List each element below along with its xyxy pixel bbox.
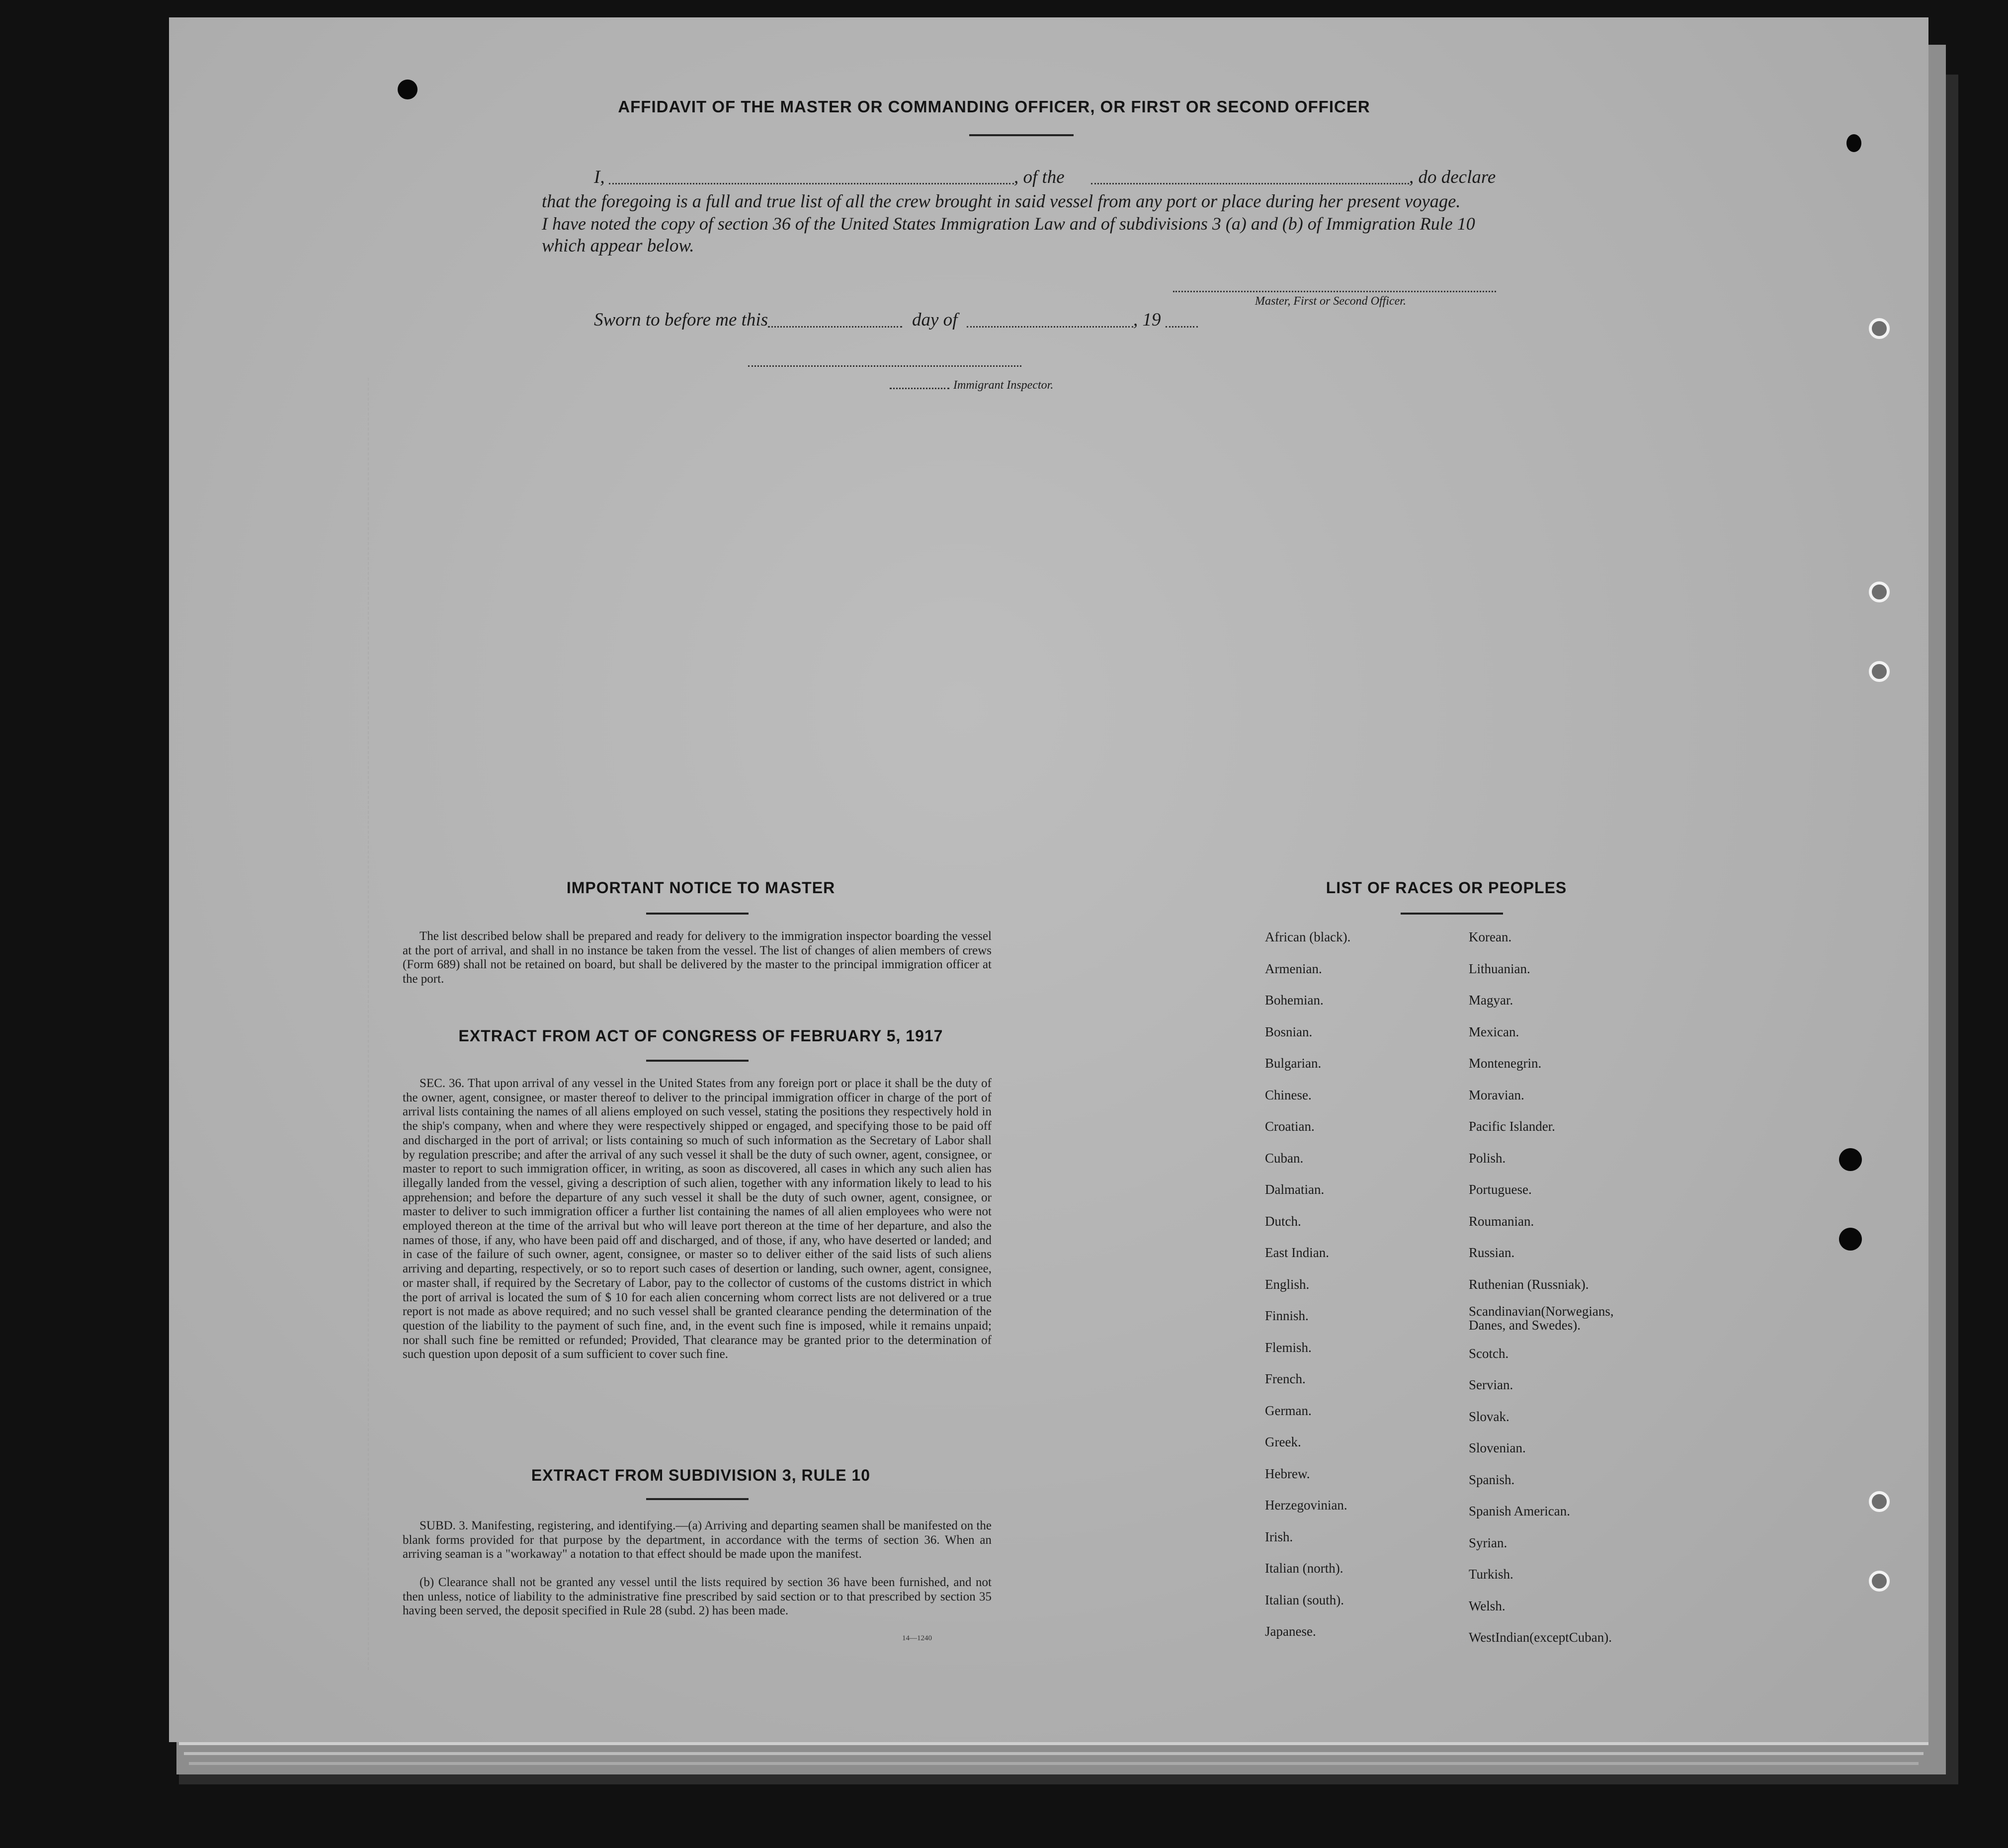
race-item: Slovenian. — [1469, 1440, 1526, 1455]
master-caption: Master, First or Second Officer. — [1255, 295, 1406, 308]
race-item: Flemish. — [1265, 1340, 1312, 1355]
race-item: Lithuanian. — [1469, 961, 1530, 976]
race-item: WestIndian(exceptCuban). — [1469, 1630, 1612, 1645]
race-item: Spanish American. — [1469, 1504, 1570, 1518]
race-item: Herzegovinian. — [1265, 1498, 1347, 1512]
race-item: Magyar. — [1469, 993, 1513, 1008]
race-item: Roumanian. — [1469, 1213, 1534, 1229]
race-item: Dutch. — [1265, 1213, 1301, 1229]
inspector-signature-line-2[interactable] — [890, 388, 949, 389]
master-signature-line[interactable] — [1173, 291, 1496, 292]
day-of-label: day of — [912, 310, 958, 330]
race-item: Portuguese. — [1469, 1182, 1532, 1197]
race-item: East Indian. — [1265, 1245, 1329, 1260]
affidavit-line-3: I have noted the copy of section 36 of the United States Immigration Law and of subdivisions 3 (a) and (b) of Immigration Rule 10 — [542, 214, 1475, 234]
race-item: Russian. — [1469, 1245, 1515, 1260]
race-item: Moravian. — [1469, 1087, 1524, 1102]
form-number: 14—1240 — [902, 1634, 932, 1642]
race-item: Bulgarian. — [1265, 1056, 1322, 1071]
notice-rule — [646, 913, 749, 915]
paper-edge — [189, 1762, 1919, 1765]
race-item: Servian. — [1469, 1377, 1513, 1392]
race-item: Turkish. — [1469, 1567, 1513, 1582]
race-item: French. — [1265, 1371, 1306, 1386]
rule-para-a: SUBD. 3. Manifesting, registering, and identifying.—(a) Arriving and departing seamen shall be manifested on the blank forms provided for that purpose by the department, in accordance with the terms of section 36. When an arriving seaman is a "workaway" a notation to that effect should be made upon the manifest. — [403, 1519, 992, 1561]
race-item: German. — [1265, 1403, 1312, 1418]
punch-hole — [1869, 661, 1890, 682]
race-item: Scotch. — [1469, 1345, 1509, 1361]
races-title: LIST OF RACES OR PEOPLES — [1326, 879, 1567, 897]
race-item: Croatian. — [1265, 1119, 1315, 1134]
declare-label: , do declare — [1409, 167, 1496, 187]
i-label: I, — [594, 167, 605, 187]
notice-title: IMPORTANT NOTICE TO MASTER — [566, 879, 836, 897]
race-item: Cuban. — [1265, 1150, 1304, 1166]
sworn-label: Sworn to before me this — [594, 310, 768, 330]
paper-edge — [184, 1752, 1924, 1755]
sworn-year-blank[interactable] — [1166, 326, 1198, 328]
paper-edge — [179, 1742, 1928, 1745]
race-item: Polish. — [1469, 1150, 1506, 1166]
race-item: English. — [1265, 1276, 1310, 1292]
affidavit-line-4: which appear below. — [542, 236, 694, 256]
race-item: Italian (north). — [1265, 1561, 1343, 1576]
affidavit-line-2: that the foregoing is a full and true list of all the crew brought in said vessel from any port or place during her present voyage. — [542, 191, 1461, 211]
race-item: Slovak. — [1469, 1409, 1509, 1424]
act-rule — [646, 1060, 749, 1062]
race-item: Japanese. — [1265, 1624, 1316, 1639]
act-extract-title: EXTRACT FROM ACT OF CONGRESS OF FEBRUARY 5, 1917 — [458, 1027, 943, 1045]
race-item: Hebrew. — [1265, 1466, 1310, 1481]
race-item: Scandinavian(Norwegians, Danes, and Swedes). — [1469, 1304, 1614, 1333]
punch-hole — [1869, 1571, 1890, 1592]
punch-hole — [1869, 582, 1890, 602]
race-item: Dalmatian. — [1265, 1182, 1325, 1197]
act-extract-text: SEC. 36. That upon arrival of any vessel in the United States from any foreign port or place it shall be the duty of the owner, agent, consignee, or master thereof to deliver to the principal immigration officer in charge of the port of arrival lists containing the names of all aliens employed on such vessel, stating the positions they respectively hold in the ship's company, when and where they were respectively shipped or engaged, and specifying those to be paid off and discharged in the port of arrival; or lists containing so much of such information as the Secretary of Labor shall by regulation prescribe; and after the arrival of any such vessel it shall be the duty of such owner, agent, consignee, or master to report to such immigration officer, in writing, as soon as discovered, all cases in which any such alien has illegally landed from the vessel, giving a description of such alien, together with any information likely to lead to his apprehension; and before the departure of any such vessel it shall be the duty of such owner, agent, consignee, or master to deliver to such immigration officer a further list containing the names of all alien employees who were not employed thereon at the time of the arrival but who will leave port thereon at the time of her departure, and also the names of those, if any, who have been paid off and discharged, and of those, if any, who have deserted or landed; and in case of the failure of such owner, agent, consignee, or master so to deliver either of the said lists of such aliens arriving and departing, respectively, or so to report such cases of desertion or landing, such owner, agent, consignee, or master shall, if required by the Secretary of Labor, pay to the collector of customs of the customs district in which the port of arrival is located the sum of $ 10 for each alien concerning whom correct lists are not delivered or a true report is not made as above required; and no such vessel shall be granted clearance pending the determination of the question of the liability to the payment of such fine, and, in the event such fine is imposed, while it remains unpaid; nor shall such fine be remitted or refunded; Provided, That clearance may be granted prior to the determination of such question upon deposit of a sum sufficient to cover such fine. — [403, 1077, 992, 1361]
name-blank[interactable] — [609, 183, 1014, 184]
race-item: Bosnian. — [1265, 1024, 1313, 1039]
race-item: Finnish. — [1265, 1308, 1309, 1323]
sworn-month-blank[interactable] — [967, 326, 1133, 328]
punch-hole — [1869, 318, 1890, 339]
race-item: Welsh. — [1469, 1598, 1506, 1613]
race-item: Italian (south). — [1265, 1592, 1344, 1607]
race-item: Chinese. — [1265, 1087, 1312, 1102]
rule-extract-title: EXTRACT FROM SUBDIVISION 3, RULE 10 — [531, 1466, 871, 1484]
punch-hole — [1869, 1491, 1890, 1512]
punch-hole — [398, 80, 418, 99]
notice-text: The list described below shall be prepared and ready for delivery to the immigration inspector boarding the vessel at the port of arrival, and shall in no instance be taken from the vessel. The list of changes of alien members of crews (Form 689) shall not be retained on board, but shall be delivered by the master to the principal immigration officer at the port. — [403, 929, 992, 986]
race-item: Mexican. — [1469, 1024, 1519, 1039]
rule-para-b: (b) Clearance shall not be granted any vessel until the lists required by section 36 have been furnished, and not then unless, notice of liability to the administrative fine prescribed by said section or to that prescribed by section 35 having been served, the deposit specified in Rule 28 (subd. 2) has been made. — [403, 1576, 992, 1618]
race-item: Armenian. — [1265, 961, 1322, 976]
race-item: African (black). — [1265, 929, 1351, 944]
punch-hole — [1839, 1148, 1862, 1171]
race-item: Montenegrin. — [1469, 1056, 1542, 1071]
inspector-signature-line[interactable] — [748, 365, 1021, 367]
sworn-day-blank[interactable] — [768, 326, 902, 328]
rule-extract-rule — [646, 1498, 749, 1500]
race-item: Korean. — [1469, 929, 1512, 944]
races-rule — [1401, 913, 1503, 915]
race-item: Pacific Islander. — [1469, 1119, 1555, 1134]
race-item: Bohemian. — [1265, 993, 1324, 1008]
of-the-label: , of the — [1014, 167, 1065, 187]
punch-hole — [1839, 1228, 1862, 1251]
race-item: Spanish. — [1469, 1472, 1515, 1487]
title-rule — [969, 134, 1074, 136]
vessel-blank[interactable] — [1091, 183, 1409, 184]
race-item: Greek. — [1265, 1434, 1301, 1449]
affidavit-title: AFFIDAVIT OF THE MASTER OR COMMANDING OFFICER, OR FIRST OR SECOND OFFICER — [618, 97, 1370, 116]
punch-hole — [1846, 134, 1861, 152]
race-item: Irish. — [1265, 1529, 1293, 1544]
race-item: Syrian. — [1469, 1535, 1507, 1550]
inspector-caption: Immigrant Inspector. — [953, 379, 1054, 392]
year-label: , 19 — [1133, 310, 1161, 330]
race-item: Ruthenian (Russniak). — [1469, 1276, 1589, 1292]
